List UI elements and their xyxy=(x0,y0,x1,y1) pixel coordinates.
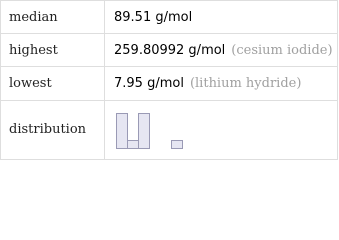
table-row-highest xyxy=(1,34,338,67)
median-value: 89.51 g/mol xyxy=(114,9,193,25)
distribution-cell xyxy=(105,100,338,159)
median-label: median xyxy=(1,1,105,34)
lowest-label: lowest xyxy=(1,67,105,100)
table-row-distribution xyxy=(1,100,338,159)
lowest-value-cell xyxy=(105,67,338,100)
median-value-cell xyxy=(105,1,338,34)
lowest-note: (lithium hydride) xyxy=(189,76,302,91)
distribution-histogram xyxy=(114,110,184,150)
highest-value: 259.80992 g/mol xyxy=(114,42,226,58)
histogram-chart xyxy=(114,110,184,150)
histogram-bar xyxy=(139,113,150,148)
histogram-bar xyxy=(172,140,183,148)
highest-note: (cesium iodide) xyxy=(231,42,333,58)
distribution-label: distribution xyxy=(1,100,105,159)
histogram-bar xyxy=(117,113,128,148)
table-row-median xyxy=(1,1,338,34)
histogram-bar xyxy=(128,140,139,148)
highest-value-cell xyxy=(105,34,338,67)
table-row-lowest xyxy=(1,67,338,100)
highest-label: highest xyxy=(1,34,105,67)
lowest-value: 7.95 g/mol xyxy=(114,76,184,91)
